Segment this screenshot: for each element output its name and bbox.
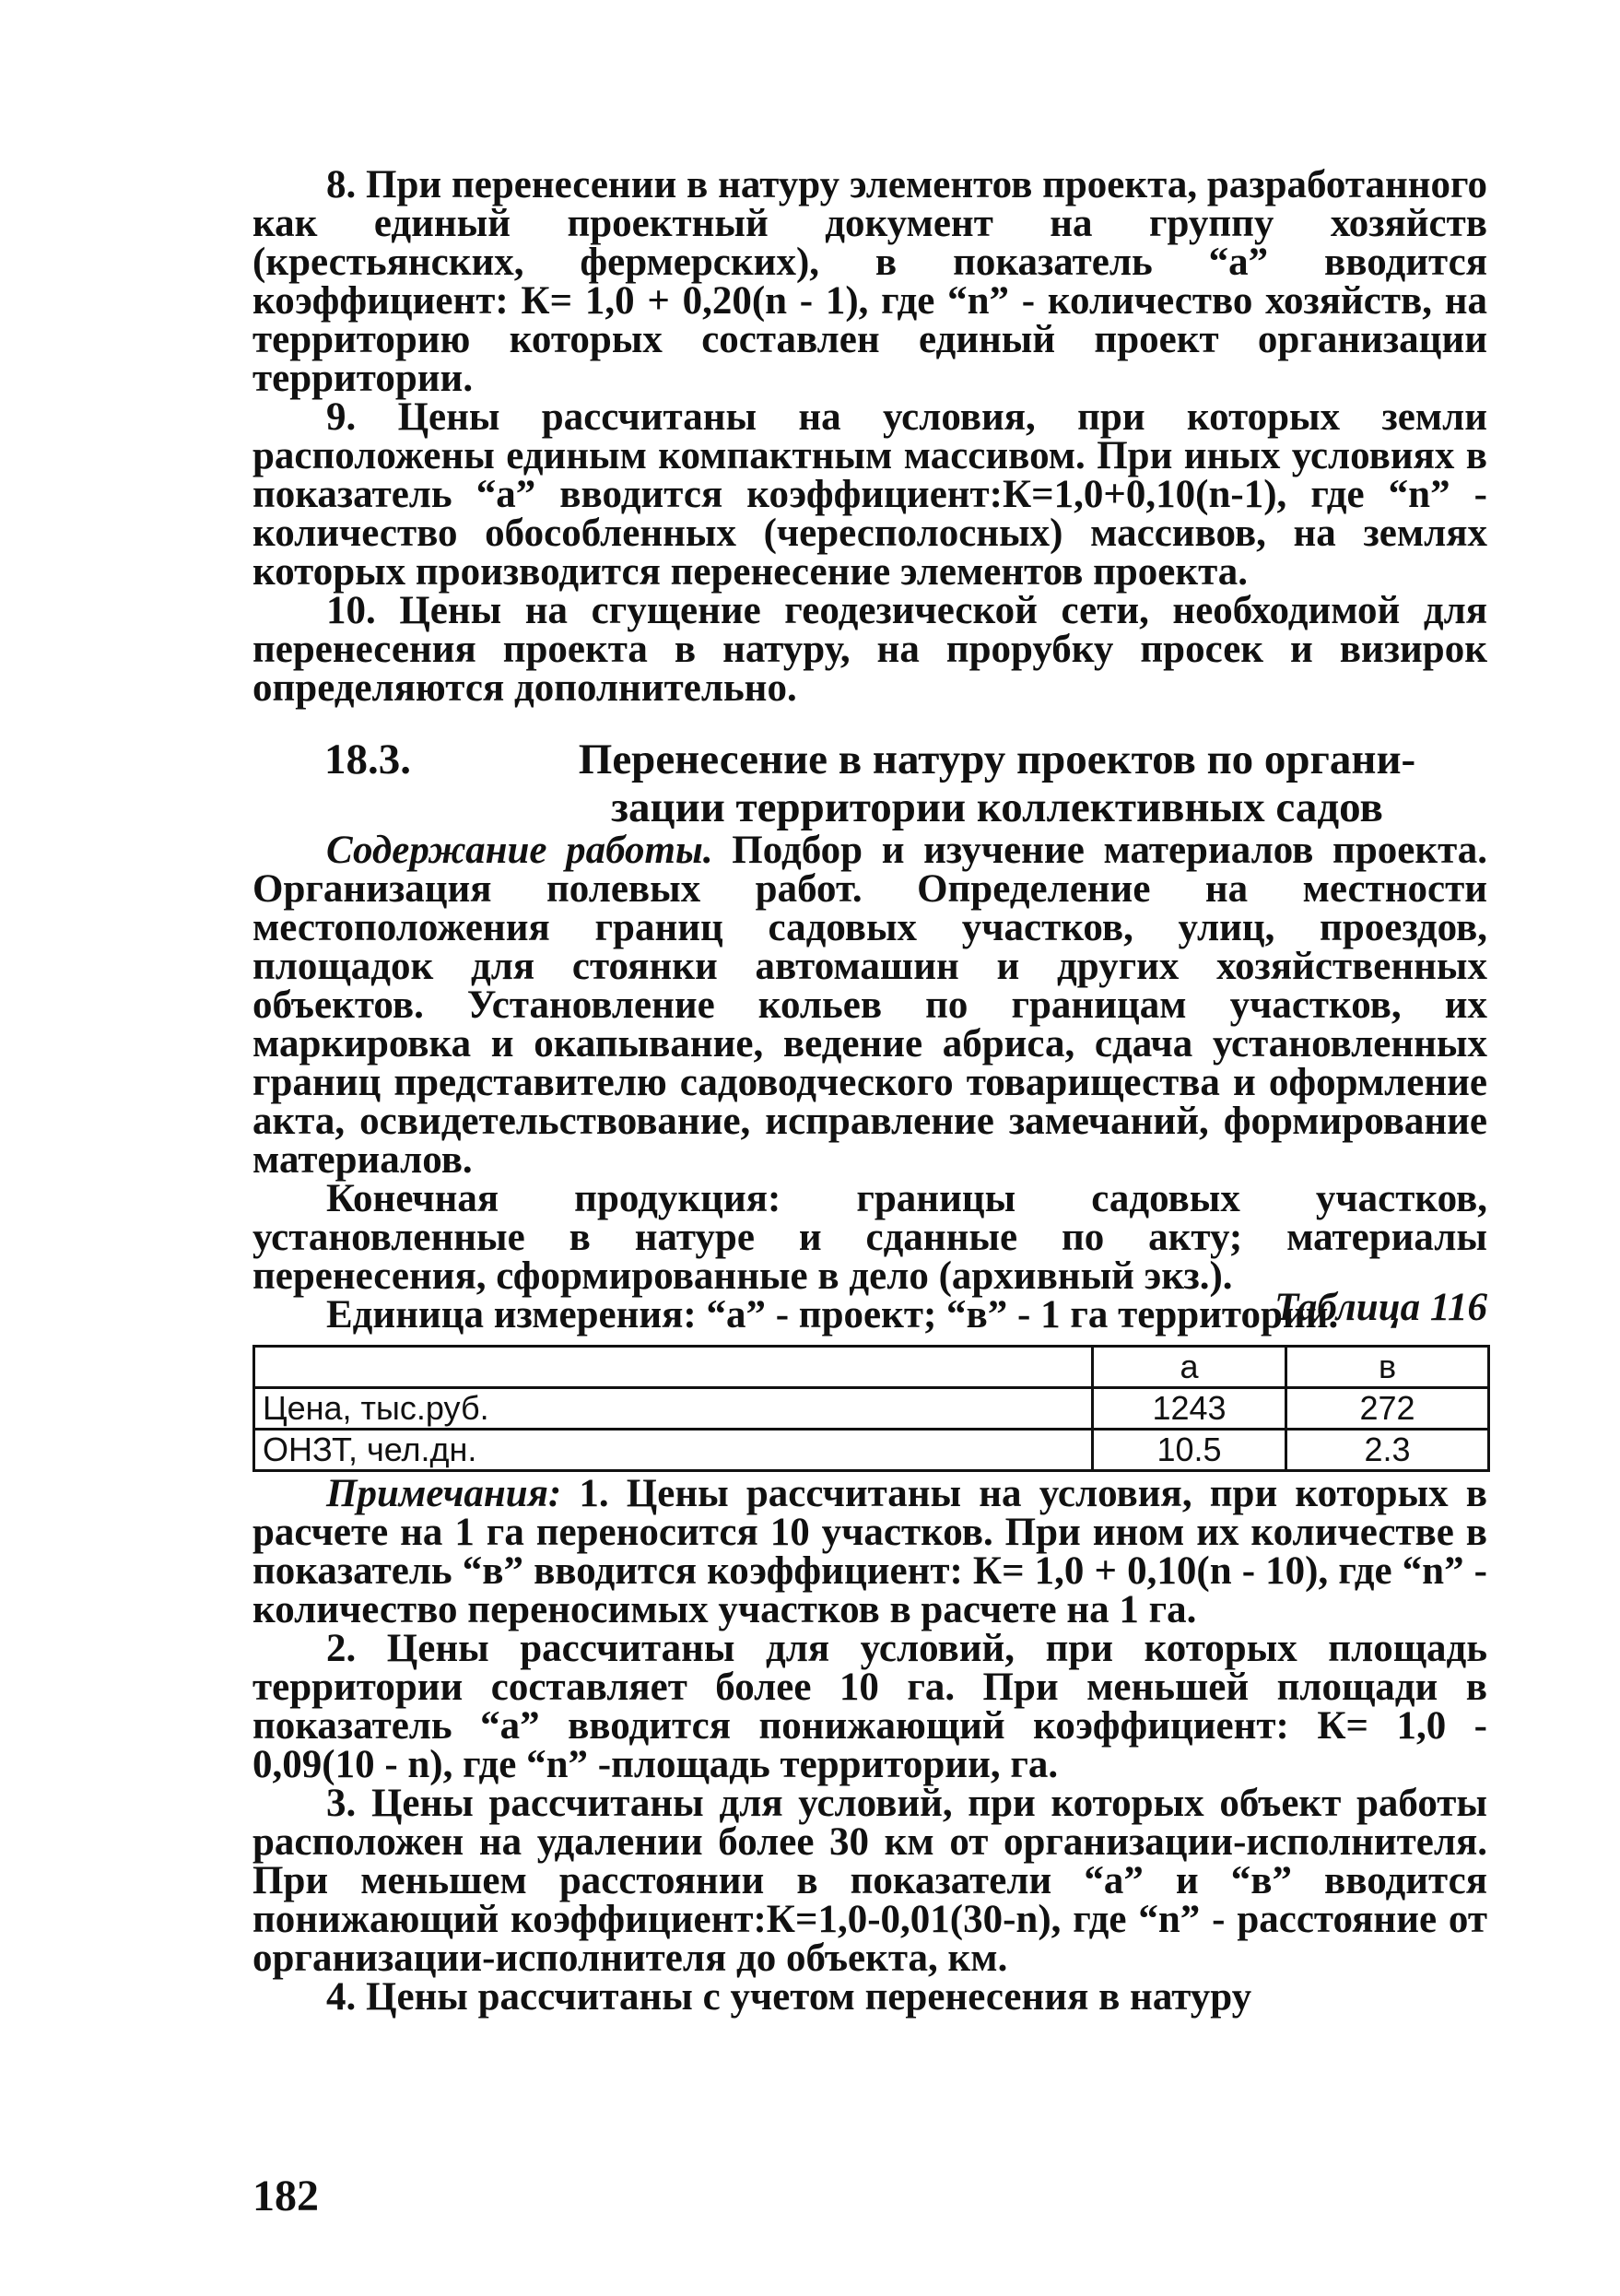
paragraph-10: 10. Цены на сгущение геодезической сети, необходимой для перенесения проекта в натуру, на прорубку просек и визирок определяются дополнительно. (252, 589, 1487, 710)
paragraph-9: 9. Цены рассчитаны на условия, при которых земли расположены единым компактным массивом. При иных условиях в показатель “а” вводится коэффициент:К=1,0+0,10(n-1), где “n” - количество обособленных (чересполосных) массивов, на землях которых производится перенесение элементов проекта. (252, 395, 1487, 594)
section-title-line-1: Перенесение в натуру проектов по органи- (578, 736, 1416, 783)
content-block (252, 831, 1487, 1335)
paragraph-8: 8. При перенесении в натуру элементов проекта, разработанного как единый проектный документ на группу хозяйств (крестьянских, фермерских), в показатель “а” вводится коэффициент: К= 1,0 + 0,20(n - 1), где “n” - количество хозяйств, на территорию которых составлен единый проект организации территории. (252, 163, 1487, 400)
work-content-text: Подбор и изучение материалов проекта. Организация полевых работ. Определение на местности местоположения границ садовых участков, улиц, проездов, площадок для стоянки автомашин и других хозяйственных объектов. Установление кольев по границам участков, их маркировка и окапывание, ведение абриса, сдача установленных границ представителю садоводческого товарищества и оформление акта, освидетельствование, исправление замечаний, формирование материалов. (252, 829, 1487, 1182)
table-header-cell: в (1286, 1347, 1489, 1388)
table-cell: 10.5 (1093, 1430, 1286, 1471)
section-number: 18.3. (324, 736, 411, 783)
price-table (252, 1345, 1490, 1472)
note-1-text: 1. Цены рассчитаны на условия, при которых в расчете на 1 га переносится 10 участков. При ином их количестве в показатель “в” вводится коэффициент: К= 1,0 + 0,10(n - 10), где “n” - количество переносимых участков в расчете на 1 га. (252, 1472, 1487, 1631)
top-paragraphs (252, 163, 1487, 710)
section-title (490, 736, 1504, 831)
note-3: 3. Цены рассчитаны для условий, при которых объект работы расположен на удалении более 30 км от организации-исполнителя. При меньшем расстоянии в показатели “а” и “в” вводится понижающий коэффициент:К=1,0-0,01(30-n), где “n” - расстояние от организации-исполнителя до объекта, км. (252, 1782, 1487, 1980)
section-title-line-2: зации территории коллективных садов (611, 783, 1383, 831)
table-cell: 2.3 (1286, 1430, 1489, 1471)
final-product-paragraph: Конечная продукция: границы садовых участков, установленные в натуре и сданные по акту; материалы перенесения, сформированные в дело (архивный экз.). (252, 1177, 1487, 1298)
table-cell: 272 (1286, 1388, 1489, 1430)
table-row (254, 1430, 1489, 1471)
table-cell: Цена, тыс.руб. (254, 1388, 1093, 1430)
notes-block (252, 1472, 1487, 2019)
page-number: 182 (252, 2172, 319, 2220)
table-header-cell (254, 1347, 1093, 1388)
unit-paragraph: Единица измерения: “а” - проект; “в” - 1 га территории. (326, 1293, 1339, 1336)
note-1 (252, 1472, 1487, 1631)
note-4: 4. Цены рассчитаны с учетом перенесения в натуру (326, 1975, 1252, 2019)
work-content-paragraph (252, 831, 1487, 1180)
notes-label: Примечания: (326, 1472, 562, 1515)
table-cell: ОНЗТ, чел.дн. (254, 1430, 1093, 1471)
table-cell: 1243 (1093, 1388, 1286, 1430)
table-header-cell: а (1093, 1347, 1286, 1388)
table-row (254, 1388, 1489, 1430)
table-label: Таблица 116 (1274, 1286, 1487, 1329)
work-content-label: Содержание работы. (326, 829, 713, 872)
note-2: 2. Цены рассчитаны для условий, при которых площадь территории составляет более 10 га. При меньшей площади в показатель “а” вводится понижающий коэффициент: К= 1,0 - 0,09(10 - n), где “n” -площадь территории, га. (252, 1627, 1487, 1786)
table-header-row (254, 1347, 1489, 1388)
